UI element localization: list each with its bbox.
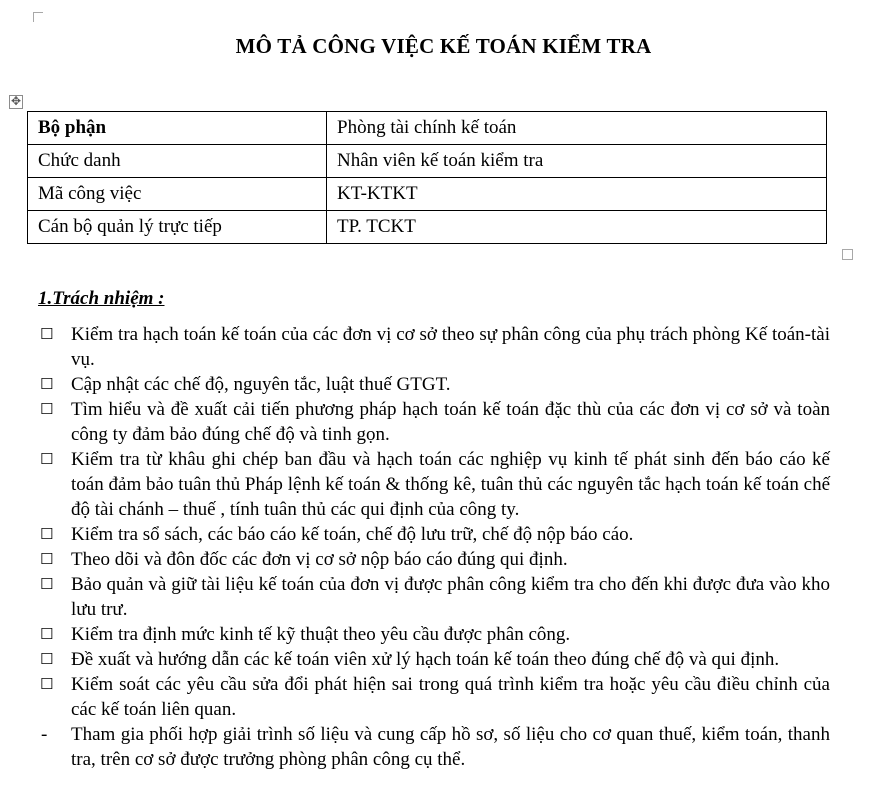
- empty-checkbox-icon: ☐: [40, 575, 54, 593]
- table-row: [28, 112, 827, 145]
- empty-checkbox-icon: ☐: [40, 325, 54, 343]
- value-job-code: KT-KTKT: [327, 178, 827, 211]
- list-item: [38, 547, 830, 572]
- label-job-code: Mã công việc: [28, 178, 327, 211]
- value-position: Nhân viên kế toán kiểm tra: [327, 145, 827, 178]
- list-item: [38, 447, 830, 522]
- list-item-text: Kiểm soát các yêu cầu sửa đổi phát hiện sai trong quá trình kiểm tra hoặc yêu cầu điều chỉnh của các kế toán liên quan.: [71, 674, 830, 720]
- info-table: [27, 111, 827, 244]
- table-resize-handle[interactable]: [842, 249, 853, 260]
- list-item-text: Cập nhật các chế độ, nguyên tắc, luật thuế GTGT.: [71, 374, 451, 395]
- empty-checkbox-icon: ☐: [40, 675, 54, 693]
- list-item-text: Đề xuất và hướng dẫn các kế toán viên xử lý hạch toán kế toán theo đúng chế độ và qui định.: [71, 649, 780, 670]
- label-position: Chức danh: [28, 145, 327, 178]
- section-heading-responsibilities: 1.Trách nhiệm :: [38, 288, 165, 309]
- dash-bullet-icon: -: [41, 724, 48, 745]
- empty-checkbox-icon: ☐: [40, 525, 54, 543]
- list-item: [38, 647, 830, 672]
- list-item-text: Bảo quản và giữ tài liệu kế toán của đơn vị được phân công kiểm tra cho đến khi được đưa vào kho lưu trư.: [71, 574, 830, 620]
- empty-checkbox-icon: ☐: [40, 450, 54, 468]
- label-direct-manager: Cán bộ quản lý trực tiếp: [28, 211, 327, 244]
- table-row: [28, 211, 827, 244]
- list-item: [38, 522, 830, 547]
- page-margin-corner-mark: [33, 12, 43, 22]
- empty-checkbox-icon: ☐: [40, 625, 54, 643]
- table-row: [28, 145, 827, 178]
- list-item: [38, 722, 830, 772]
- list-item: [38, 572, 830, 622]
- list-item: [38, 622, 830, 647]
- list-item: [38, 672, 830, 722]
- list-item: [38, 397, 830, 447]
- document-title: MÔ TẢ CÔNG VIỆC KẾ TOÁN KIỂM TRA: [235, 34, 652, 58]
- responsibilities-list: [38, 322, 830, 772]
- list-item-text: Kiểm tra hạch toán kế toán của các đơn vị cơ sở theo sự phân công của phụ trách phòng Kế toán-tài vụ.: [71, 324, 830, 370]
- list-item-text: Tìm hiểu và đề xuất cải tiến phương pháp hạch toán kế toán đặc thù của các đơn vị cơ sở và toàn công ty đảm bảo đúng chế độ và tinh gọn.: [71, 399, 830, 445]
- list-item: [38, 372, 830, 397]
- empty-checkbox-icon: ☐: [40, 400, 54, 418]
- value-direct-manager: TP. TCKT: [327, 211, 827, 244]
- table-move-handle-icon[interactable]: ✥: [10, 94, 22, 108]
- list-item: [38, 322, 830, 372]
- table-row: [28, 178, 827, 211]
- list-item-text: Kiểm tra sổ sách, các báo cáo kế toán, chế độ lưu trữ, chế độ nộp báo cáo.: [71, 524, 634, 545]
- list-item-text: Theo dõi và đôn đốc các đơn vị cơ sở nộp báo cáo đúng qui định.: [71, 549, 568, 570]
- empty-checkbox-icon: ☐: [40, 375, 54, 393]
- list-item-text: Kiểm tra từ khâu ghi chép ban đầu và hạch toán các nghiệp vụ kinh tế phát sinh đến báo cáo kế toán đảm bảo tuân thủ Pháp lệnh kế toán & thống kê, tuân thủ các nguyên tắc hạch toán kế toán chế độ tài chánh – thuế , tính tuân thủ các qui định của công ty.: [71, 449, 830, 520]
- list-item-text: Kiểm tra định mức kinh tế kỹ thuật theo yêu cầu được phân công.: [71, 624, 571, 645]
- value-department: Phòng tài chính kế toán: [327, 112, 827, 145]
- list-item-text: Tham gia phối hợp giải trình số liệu và cung cấp hồ sơ, số liệu cho cơ quan thuế, kiểm toán, thanh tra, trên cơ sở được trưởng phòng phân công cụ thể.: [71, 724, 830, 770]
- empty-checkbox-icon: ☐: [40, 550, 54, 568]
- label-department: Bộ phận: [28, 112, 327, 145]
- empty-checkbox-icon: ☐: [40, 650, 54, 668]
